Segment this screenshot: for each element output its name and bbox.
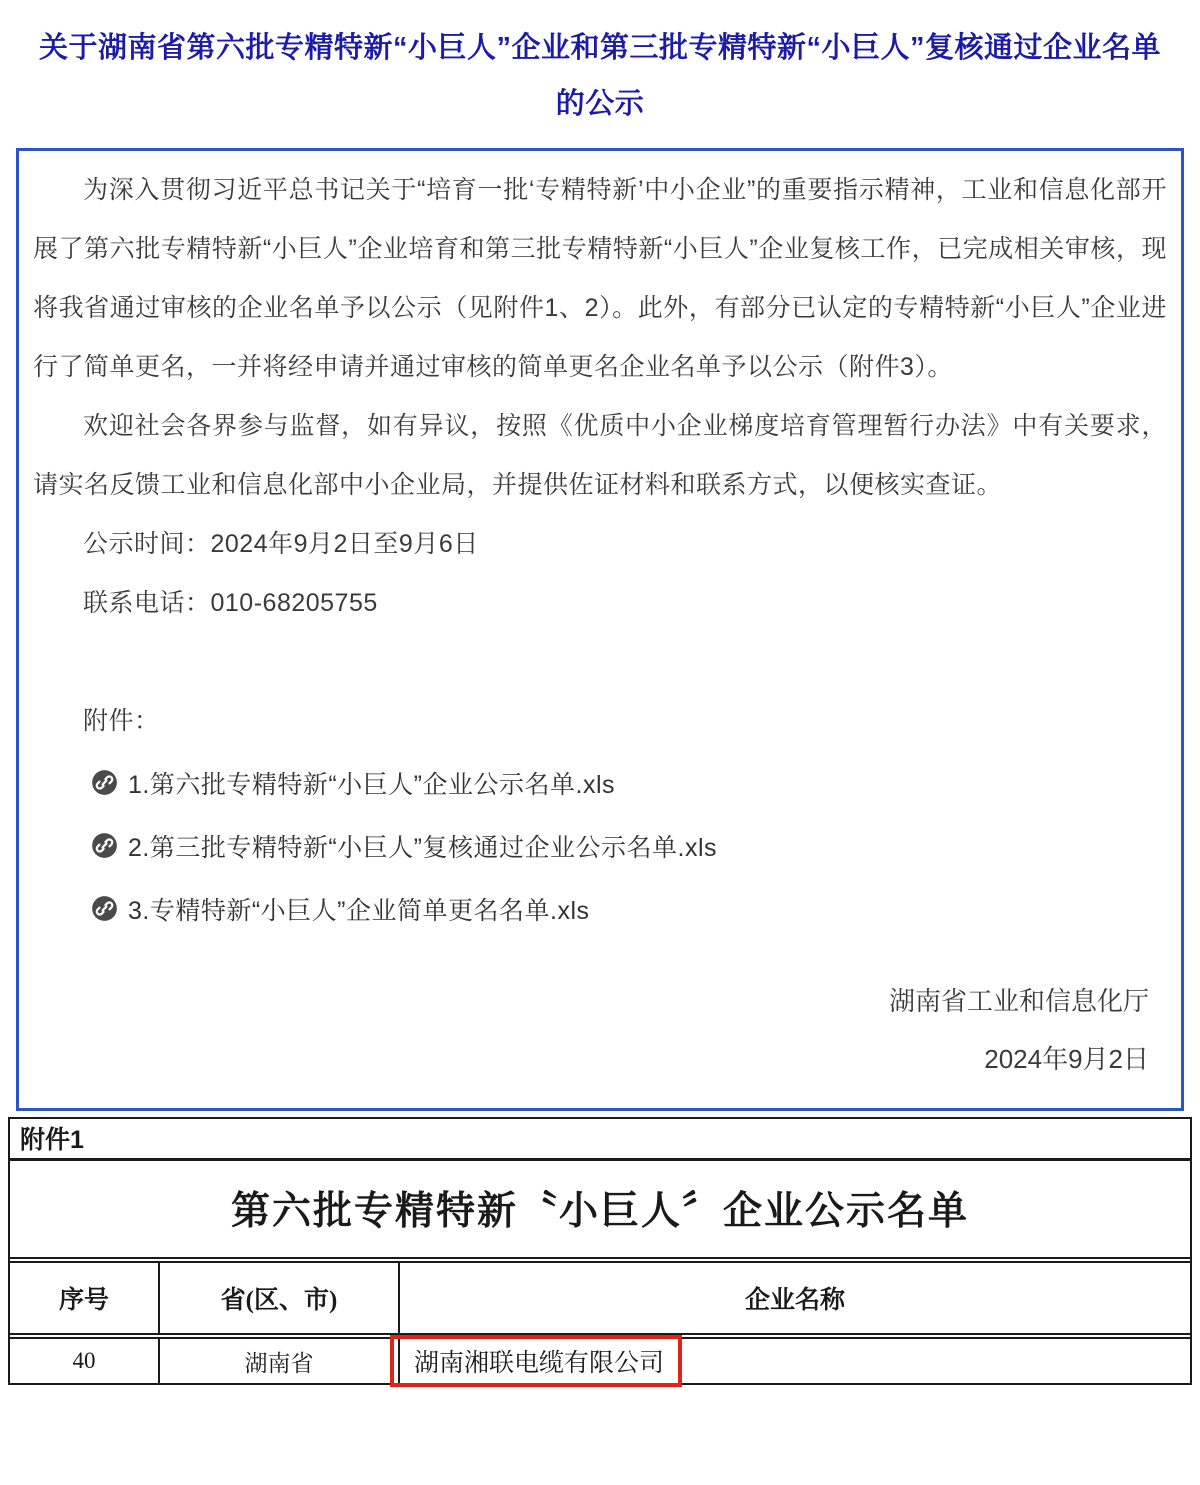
notice-box [16,148,1184,1111]
page-title-line1: 关于湖南省第六批专精特新“小巨人”企业和第三批专精特新“小巨人”复核通过企业名单 [38,32,1161,64]
attachment-link-1[interactable] [91,751,1167,814]
page-title-line2: 的公示 [555,88,645,120]
link-icon [91,895,128,922]
cell-company [400,1339,1190,1383]
link-icon [91,832,128,859]
table-header-row [10,1263,1190,1339]
attachment-link-label: 2.第三批专精特新“小巨人”复核通过企业公示名单.xls [128,833,718,862]
attachment-link-label: 1.第六批专精特新“小巨人”企业公示名单.xls [128,770,616,799]
spacer [33,633,1167,692]
signature-date: 2024年9月2日 [984,1044,1149,1074]
attachment1-table-title: 第六批专精特新〝小巨人〞企业公示名单 [10,1161,1190,1263]
col-header-company: 企业名称 [744,1287,845,1314]
attachments-label: 附件： [83,707,160,735]
col-header-seq: 序号 [10,1263,160,1333]
page-title [0,0,1200,132]
signature-block [33,972,1167,1088]
attachment1-tag: 附件1 [10,1119,1190,1161]
notice-paragraph-1: 为深入贯彻习近平总书记关于“培育一批‘专精特新’中小企业”的重要指示精神，工业和信息化部开展了第六批专精特新“小巨人”企业培育和第三批专精特新“小巨人”企业复核工作，已完成相关审核，现将我省通过审核的企业名单予以公示（见附件1、2）。此外，有部分已认定的专精特新“小巨人”企业进行了简单更名，一并将经申请并通过审核的简单更名企业名单予以公示（附件3）。 [33,176,1167,381]
attachment-link-3[interactable] [91,877,1167,940]
cell-company-text: 湖南湘联电缆有限公司 [414,1350,665,1377]
col-header-province: 省(区、市) [160,1263,400,1333]
contact-phone: 联系电话：010-68205755 [83,589,378,617]
signature-org: 湖南省工业和信息化厅 [888,986,1149,1016]
attachment-link-2[interactable] [91,814,1167,877]
cell-province: 湖南省 [160,1339,400,1383]
publicity-time: 公示时间：2024年9月2日至9月6日 [83,530,479,558]
notice-paragraph-2: 欢迎社会各界参与监督，如有异议，按照《优质中小企业梯度培育管理暂行办法》中有关要求，请实名反馈工业和信息化部中小企业局，并提供佐证材料和联系方式，以便核实查证。 [33,412,1167,499]
table-row [10,1339,1190,1383]
cell-seq: 40 [10,1339,160,1383]
link-icon [91,769,128,796]
attachment1-table [8,1117,1192,1385]
attachment-link-label: 3.专精特新“小巨人”企业简单更名名单.xls [128,896,590,925]
